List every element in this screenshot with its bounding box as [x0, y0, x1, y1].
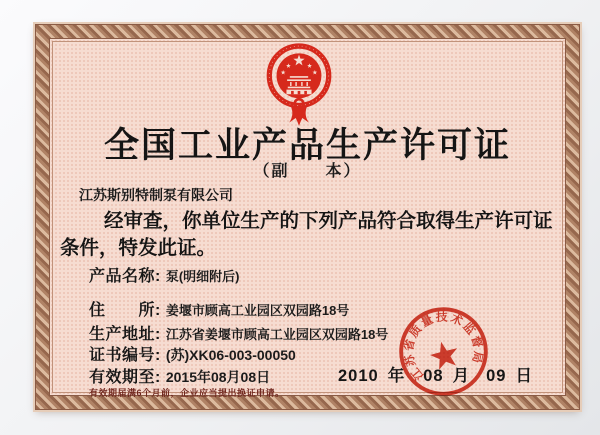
company-name: 江苏斯别特制泵有限公司 [79, 187, 233, 203]
issue-month: 08 [423, 367, 444, 385]
statement-line-1: 经审查，你单位生产的下列产品符合取得生产许可证 [104, 210, 553, 232]
field-value: 2015年08月08日 [165, 369, 271, 385]
month-unit: 月 [452, 367, 470, 385]
day-unit: 日 [515, 367, 532, 385]
field-label: 有效期至: [89, 369, 161, 386]
field-row-product-name [89, 263, 240, 286]
year-unit: 年 [387, 367, 405, 385]
field-value: (苏)XK06-003-00050 [165, 347, 296, 363]
certificate-title: 全国工业产品生产许可证 [103, 126, 511, 165]
field-row-production-address [89, 321, 388, 344]
seal-text: 江苏省质量技术监督局 [402, 310, 485, 383]
field-row-certificate-number [89, 342, 296, 365]
statement-line-2: 条件，特发此证。 [60, 237, 217, 259]
certificate-frame [36, 25, 579, 409]
renewal-footnote: 有效期届满6个月前，企业应当提出换证申请。 [89, 388, 285, 398]
certificate-subtitle: （副 本） [253, 163, 362, 180]
field-value: 江苏省姜堰市顾高工业园区双园路18号 [165, 327, 389, 342]
field-row-valid-until [89, 364, 270, 387]
field-row-address [89, 297, 349, 320]
field-value: 姜堰市顾高工业园区双园路18号 [165, 303, 350, 318]
official-seal [387, 295, 500, 408]
certificate [49, 38, 566, 396]
issue-day: 09 [486, 367, 507, 385]
field-label: 住 所: [89, 302, 161, 319]
field-label: 生产地址: [89, 326, 161, 343]
field-value: 泵(明细附后) [165, 269, 240, 284]
field-label: 证书编号: [89, 347, 161, 364]
seal-star-icon [428, 338, 461, 370]
field-label: 产品名称: [89, 268, 161, 285]
china-national-emblem-icon [266, 42, 332, 128]
issue-year: 2010 [338, 367, 379, 385]
